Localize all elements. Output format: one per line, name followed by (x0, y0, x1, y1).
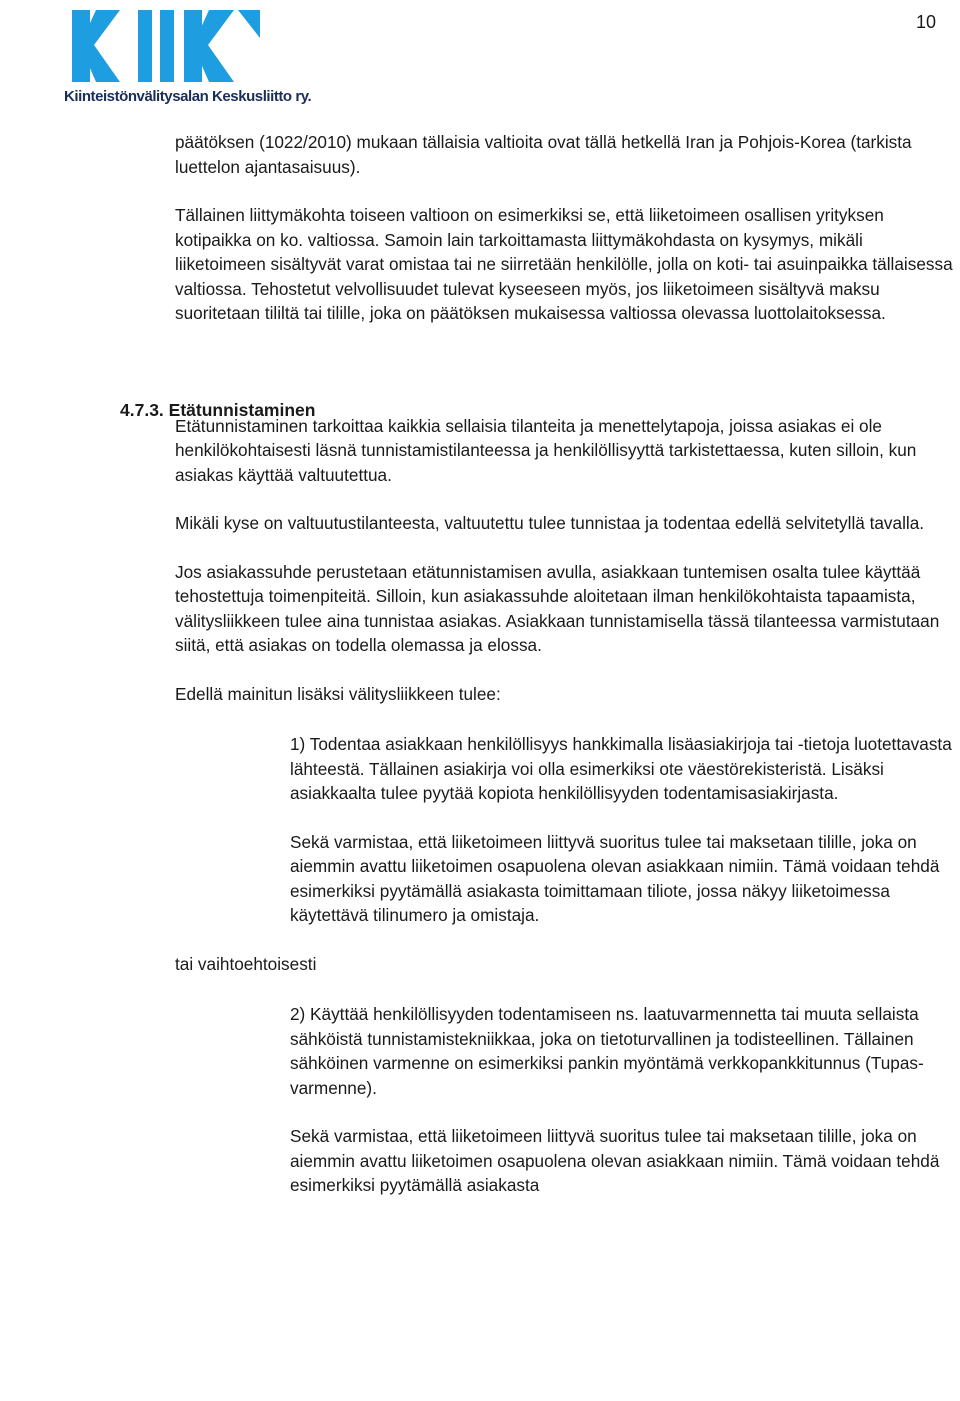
paragraph-enhanced-measures: Jos asiakassuhde perustetaan etätunnistamisen avulla, asiakkaan tuntemisen osalta tulee käyttää tehostettuja toimenpiteitä. Silloin, kun asiakassuhde aloitetaan ilman henkilökohtaista tapaamista, välitysliikkeen tulee aina tunnistaa asiakas. Asiakkaan tunnistamisella tässä tilanteessa varmistutaan siitä, että asiakas on todella olemassa ja elossa. (175, 561, 940, 655)
list-item-1: 1) Todentaa asiakkaan henkilöllisyys hankkimalla lisäasiakirjoja tai -tietoja luotettavasta lähteestä. Tällainen asiakirja voi olla esimerkiksi ote väestörekisteristä. Lisäksi asiakkaalta tulee pyytää kopiota henkilöllisyyden todentamisasiakirjasta. (290, 734, 952, 803)
section-heading: 4.7.3. Etätunnistaminen (120, 400, 316, 420)
list-item-2-addition: Sekä varmistaa, että liiketoimeen liittyvä suoritus tulee tai maksetaan tilille, joka on aiemmin avattu liiketoimen osapuolena olevan asiakkaan nimiin. Tämä voidaan tehdä esimerkiksi pyytämällä asiakasta (290, 1126, 940, 1195)
kvkl-logo (64, 8, 312, 105)
paragraph-country-list: päätöksen (1022/2010) mukaan tällaisia valtioita ovat tällä hetkellä Iran ja Pohjois-Korea (tarkista luettelon ajantasaisuus). (175, 132, 912, 177)
kvkl-logo-mark-icon (68, 8, 263, 84)
paragraph-definition: Etätunnistaminen tarkoittaa kaikkia sellaisia tilanteita ja menettelytapoja, joissa asiakas ei ole henkilökohtaisesti läsnä tunnistamistilanteessa ja henkilöllisyyttä tarkistettaessa, kuten silloin, kun asiakas käyttää valtuutettua. (175, 415, 917, 485)
paragraph-additionally: Edellä mainitun lisäksi välitysliikkeen tulee: (175, 683, 501, 704)
paragraph-authorization: Mikäli kyse on valtuutustilanteesta, valtuutettu tulee tunnistaa ja todentaa edellä selvitetyllä tavalla. (175, 513, 925, 533)
list-item-1-addition: Sekä varmistaa, että liiketoimeen liittyvä suoritus tulee tai maksetaan tilille, joka on aiemmin avattu liiketoimen osapuolena olevan asiakkaan nimiin. Tämä voidaan tehdä esimerkiksi pyytämällä asiakasta toimittamaan tiliote, jossa näkyy liiketoimessa käytettävä tilinumero ja omistaja. (290, 831, 940, 925)
list-item-2: 2) Käyttää henkilöllisyyden todentamiseen ns. laatuvarmennetta tai muuta sellaista sähköistä tunnistamistekniikkaa, joka on tietoturvallinen ja todisteellinen. Tällainen sähköinen varmenne on esimerkiksi pankin myöntämä verkkopankkitunnus (Tupas- varmenne). (290, 1004, 924, 1098)
alternative-label: tai vaihtoehtoisesti (175, 953, 317, 974)
page-number: 10 (915, 12, 936, 32)
logo-text: Kiinteistönvälitysalan Keskusliitto ry. (64, 88, 312, 105)
paragraph-connection: Tällainen liittymäkohta toiseen valtioon on esimerkiksi se, että liiketoimeen osallisen yrityksen kotipaikka on ko. valtiossa. Samoin lain tarkoittamasta liittymäkohdasta on kysymys, mikäli liiketoimeen sisältyvät varat omistaa tai ne siirretään henkilölle, jolla on koti- tai asuinpaikka tällaisessa valtiossa. Tehostetut velvollisuudet tulevat kyseeseen myös, jos liiketoimeen sisältyvä maksu suoritetaan tililtä tai tilille, joka on päätöksen mukaisessa valtiossa olevassa luottolaitoksessa. (175, 205, 953, 323)
document-body (120, 130, 955, 1198)
